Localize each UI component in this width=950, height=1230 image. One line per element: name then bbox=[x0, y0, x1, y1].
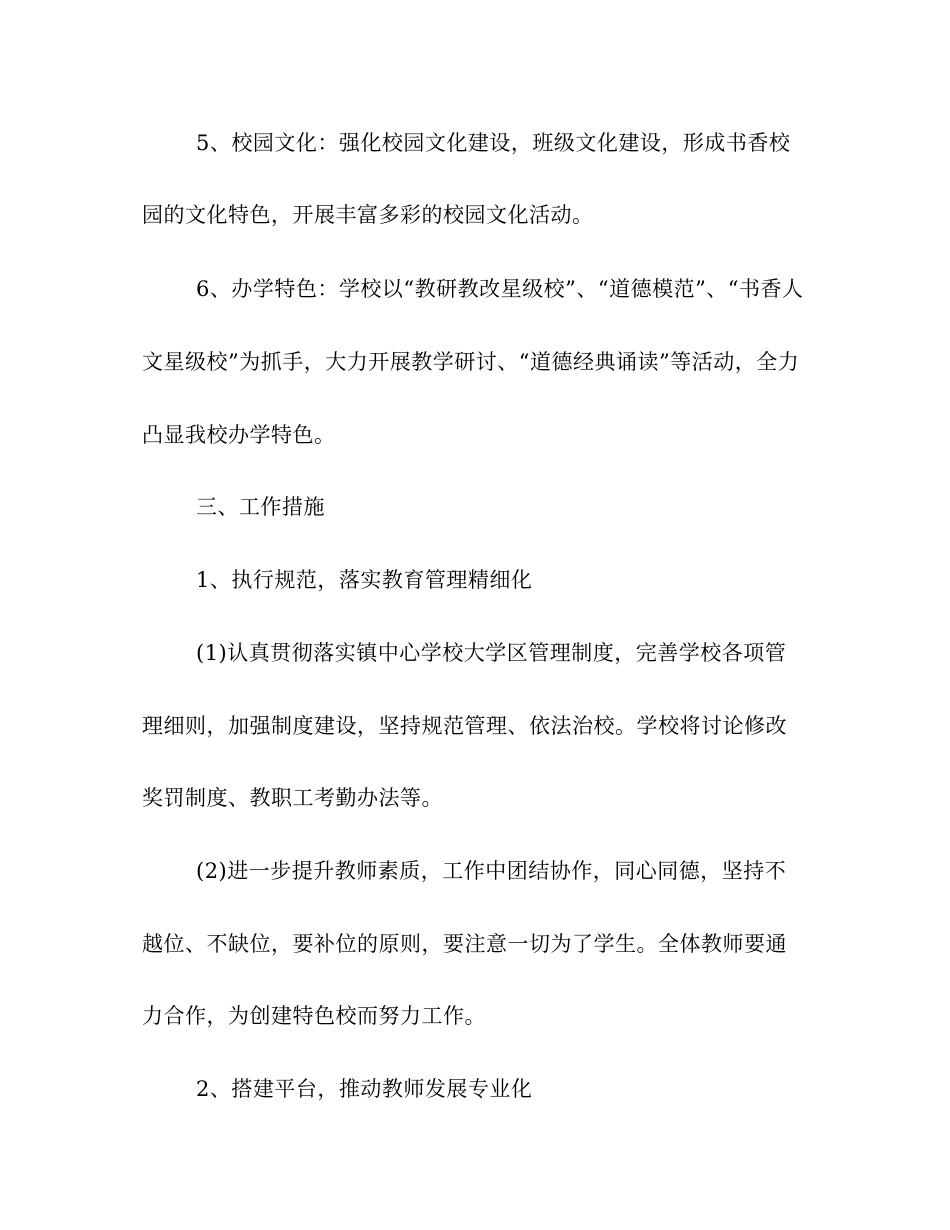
paragraph-line-school-features-3: 凸显我校办学特色。 bbox=[142, 423, 336, 447]
subheading-teacher-development: 2、搭建平台，推动教师发展专业化 bbox=[196, 1077, 533, 1101]
paragraph-line-campus-culture-1: 5、校园文化：强化校园文化建设，班级文化建设，形成书香校 bbox=[196, 131, 791, 155]
paragraph-line-item-1-3: 奖罚制度、教职工考勤办法等。 bbox=[142, 786, 443, 810]
paragraph-line-item-1-2: 理细则，加强制度建设，坚持规范管理、依法治校。学校将讨论修改 bbox=[142, 714, 787, 738]
subheading-standard-management: 1、执行规范，落实教育管理精细化 bbox=[196, 568, 533, 592]
paragraph-line-school-features-1: 6、办学特色：学校以“教研教改星级校”、“道德模范”、“书香人 bbox=[196, 277, 804, 301]
section-heading-work-measures: 三、工作措施 bbox=[196, 495, 325, 519]
paragraph-line-item-2-1: (2)进一步提升教师素质，工作中团结协作，同心同德，坚持不 bbox=[196, 859, 787, 883]
paragraph-line-item-1-1: (1)认真贯彻落实镇中心学校大学区管理制度，完善学校各项管 bbox=[196, 641, 787, 665]
paragraph-line-item-2-2: 越位、不缺位，要补位的原则，要注意一切为了学生。全体教师要通 bbox=[142, 932, 787, 956]
paragraph-line-item-2-3: 力合作，为创建特色校而努力工作。 bbox=[142, 1004, 486, 1028]
paragraph-line-school-features-2: 文星级校”为抓手，大力开展教学研讨、“道德经典诵读”等活动，全力 bbox=[142, 350, 800, 374]
paragraph-line-campus-culture-2: 园的文化特色，开展丰富多彩的校园文化活动。 bbox=[142, 203, 594, 227]
